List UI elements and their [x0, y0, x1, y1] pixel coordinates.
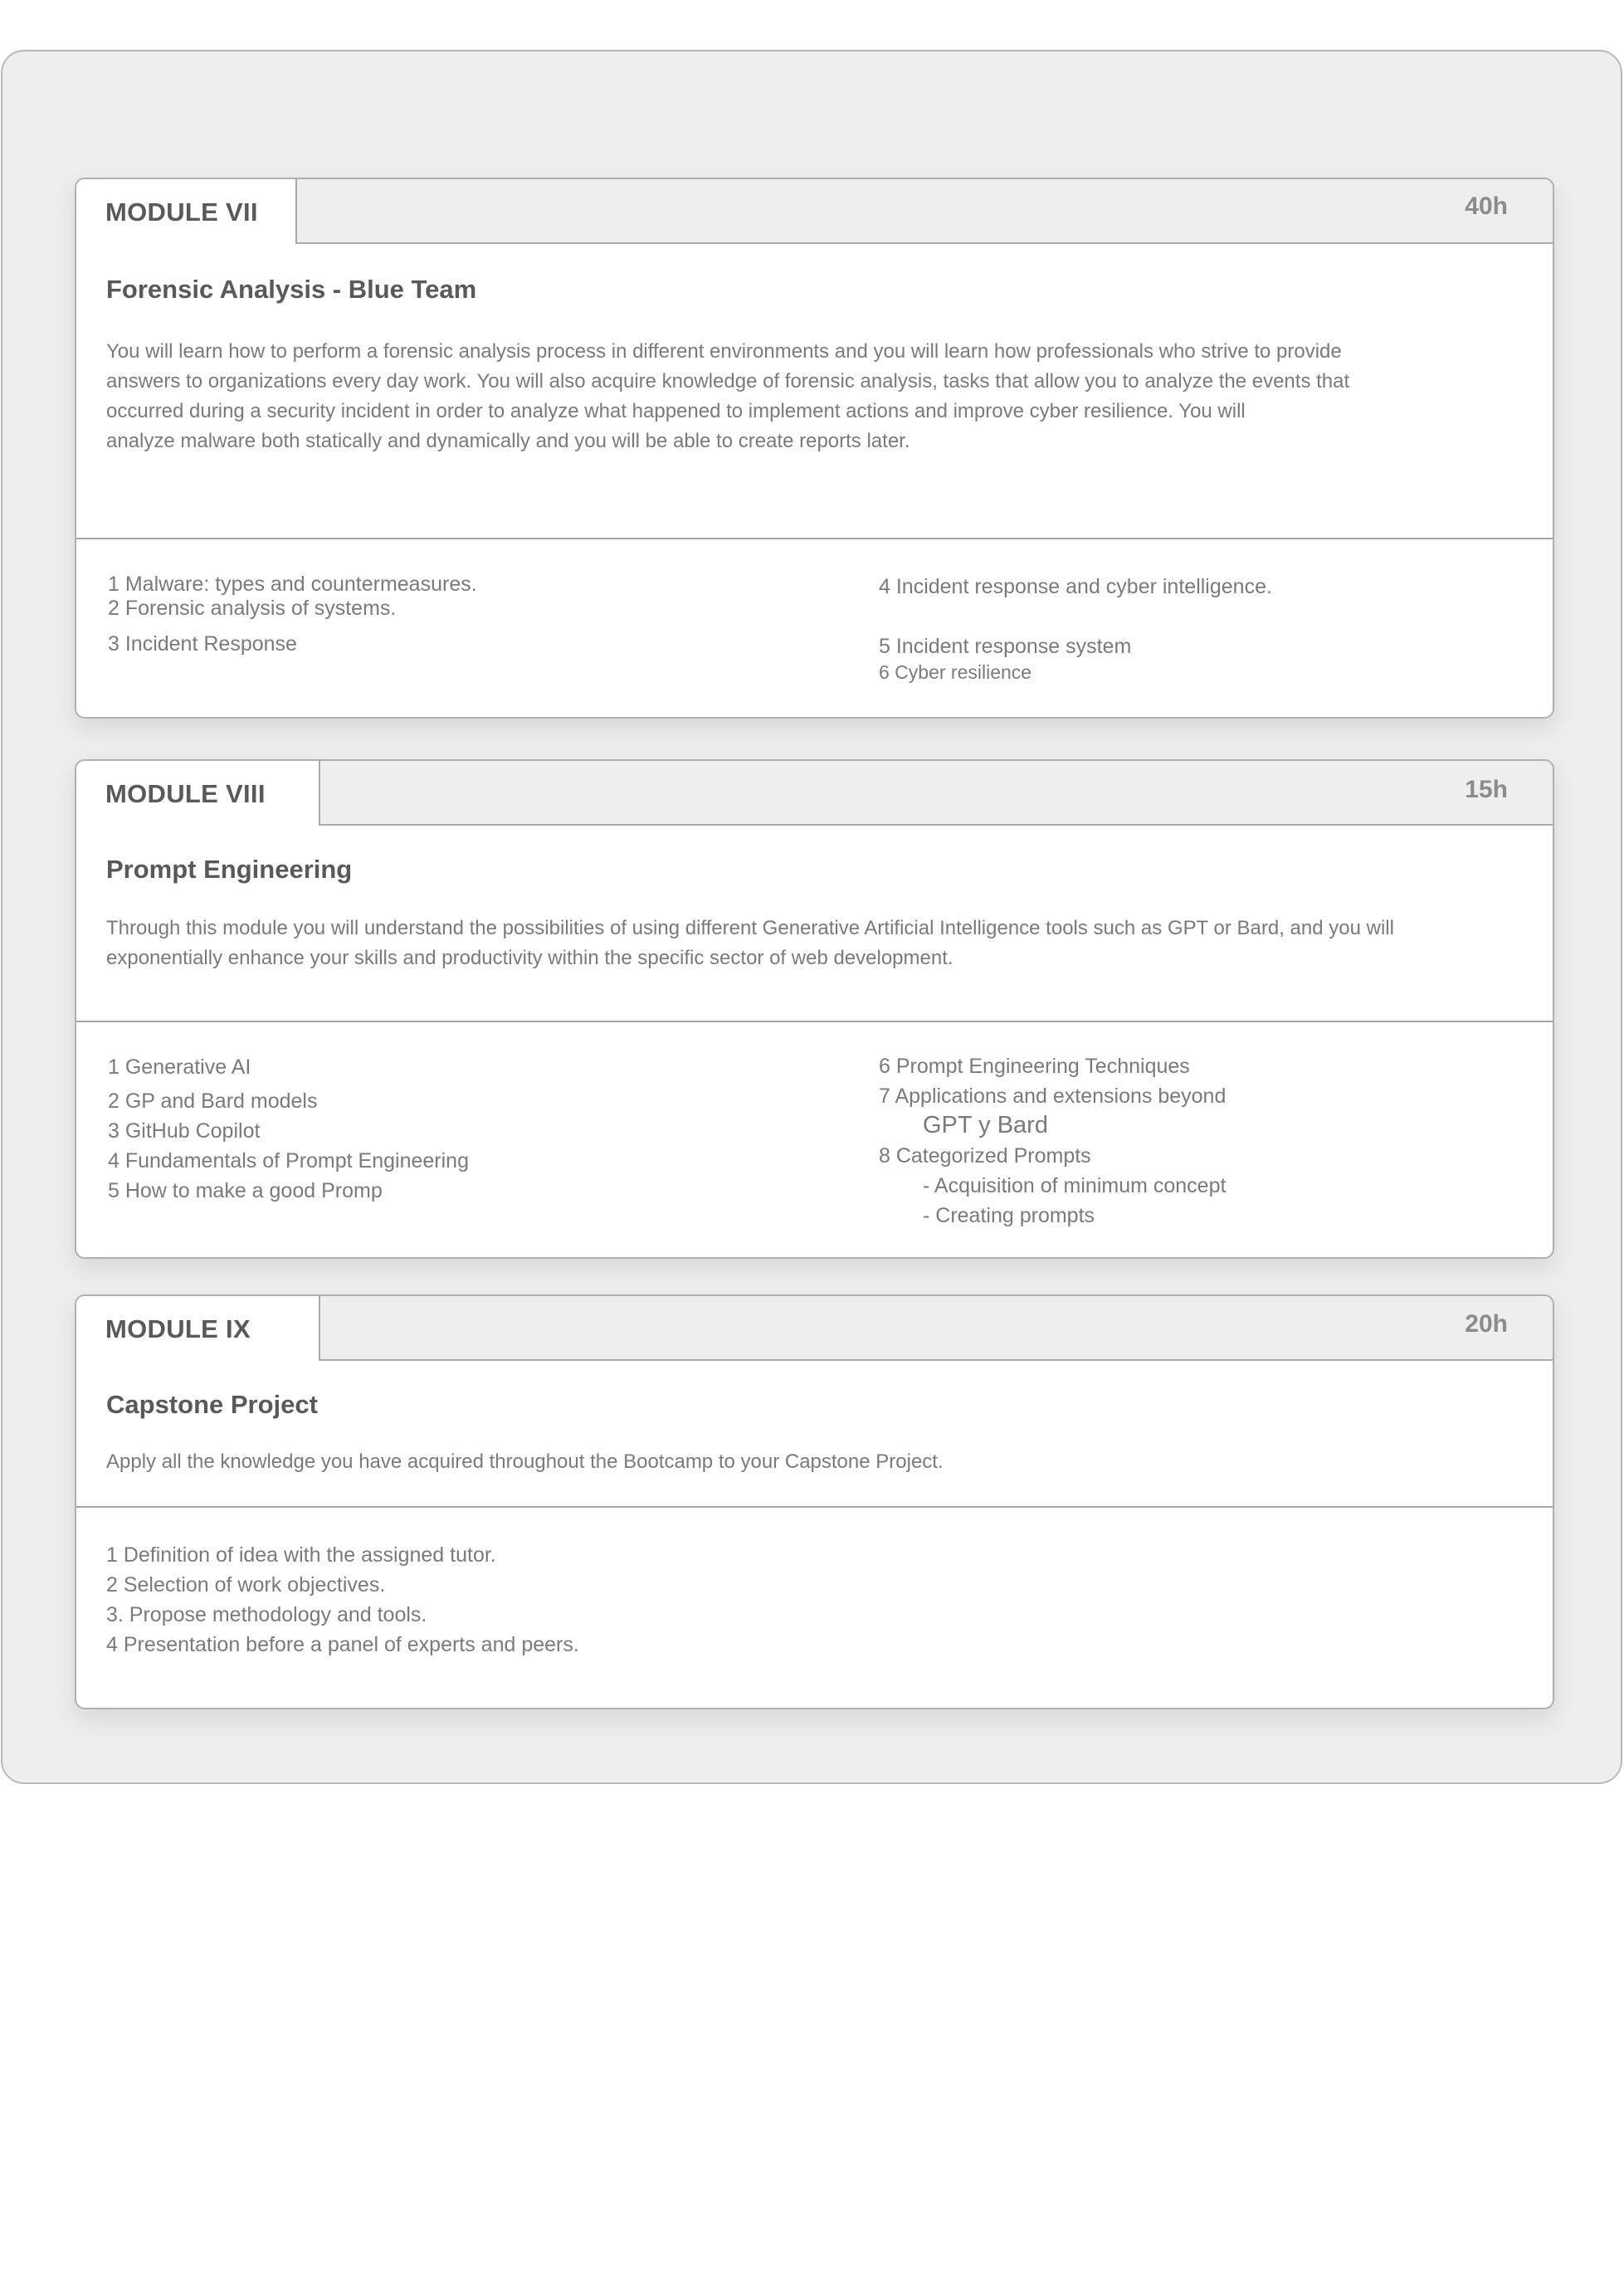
topic-item: 2 Forensic analysis of systems.: [108, 597, 397, 620]
module-card-ix: [75, 1294, 1554, 1709]
topic-item: 4 Fundamentals of Prompt Engineering: [108, 1149, 469, 1172]
module-label-tab: MODULE VIII: [76, 761, 320, 826]
module-title: Forensic Analysis - Blue Team: [106, 275, 477, 304]
topic-item: 8 Categorized Prompts: [879, 1144, 1091, 1167]
module-label-tab: MODULE VII: [76, 179, 297, 244]
topic-item: 5 Incident response system: [879, 635, 1132, 658]
module-header: [76, 761, 1553, 826]
topic-item: - Creating prompts: [923, 1204, 1095, 1227]
topic-item: 3 GitHub Copilot: [108, 1119, 261, 1143]
module-divider: [76, 1506, 1553, 1508]
module-header: [76, 1296, 1553, 1361]
module-divider: [76, 538, 1553, 539]
description-line: answers to organizations every day work. You will also acquire knowledge of forensic analysis, tasks that allow you to analyze the events that: [106, 370, 1350, 392]
topic-item: 1 Definition of idea with the assigned tutor.: [106, 1543, 496, 1567]
topic-item: 3 Incident Response: [108, 632, 297, 656]
description-line: You will learn how to perform a forensic analysis process in different environments and you will learn how professionals who strive to provide: [106, 340, 1342, 363]
topic-item: GPT y Bard: [923, 1112, 1048, 1138]
module-card-viii: [75, 759, 1554, 1259]
topic-item: 1 Generative AI: [108, 1055, 251, 1079]
topic-item: - Acquisition of minimum concept: [923, 1174, 1227, 1197]
topic-item: 3. Propose methodology and tools.: [106, 1603, 427, 1626]
curriculum-panel: [1, 50, 1622, 1784]
topic-item: 7 Applications and extensions beyond: [879, 1085, 1227, 1108]
module-label-tab: MODULE IX: [76, 1296, 320, 1361]
module-divider: [76, 1021, 1553, 1022]
module-hours: 40h: [1465, 193, 1508, 220]
topic-item: 5 How to make a good Promp: [108, 1179, 383, 1202]
module-description: [106, 1447, 1517, 1477]
topic-item: 1 Malware: types and countermeasures.: [108, 573, 477, 596]
description-line: analyze malware both statically and dynamically and you will be able to create reports later.: [106, 430, 910, 452]
description-line: occurred during a security incident in order to analyze what happened to implement actions and improve cyber resilience. You will: [106, 400, 1246, 422]
module-card-vii: [75, 178, 1554, 719]
topic-item: 6 Cyber resilience: [879, 661, 1032, 683]
description-line: Through this module you will understand the possibilities of using different Generative Artificial Intelligence tools such as GPT or Bard, and you will: [106, 917, 1394, 939]
description-line: Apply all the knowledge you have acquired throughout the Bootcamp to your Capstone Project.: [106, 1450, 944, 1473]
topic-item: 2 Selection of work objectives.: [106, 1573, 386, 1596]
module-hours: 15h: [1465, 776, 1508, 803]
module-header: [76, 179, 1553, 244]
topic-item: 4 Presentation before a panel of experts and peers.: [106, 1633, 579, 1656]
module-title: Prompt Engineering: [106, 855, 353, 884]
topic-item: 4 Incident response and cyber intelligence.: [879, 575, 1272, 598]
module-description: [106, 914, 1517, 973]
module-hours: 20h: [1465, 1310, 1508, 1338]
description-line: exponentially enhance your skills and productivity within the specific sector of web development.: [106, 947, 953, 969]
module-title: Capstone Project: [106, 1390, 318, 1419]
topic-item: 6 Prompt Engineering Techniques: [879, 1055, 1190, 1078]
topic-item: 2 GP and Bard models: [108, 1090, 318, 1113]
module-description: [106, 337, 1517, 456]
